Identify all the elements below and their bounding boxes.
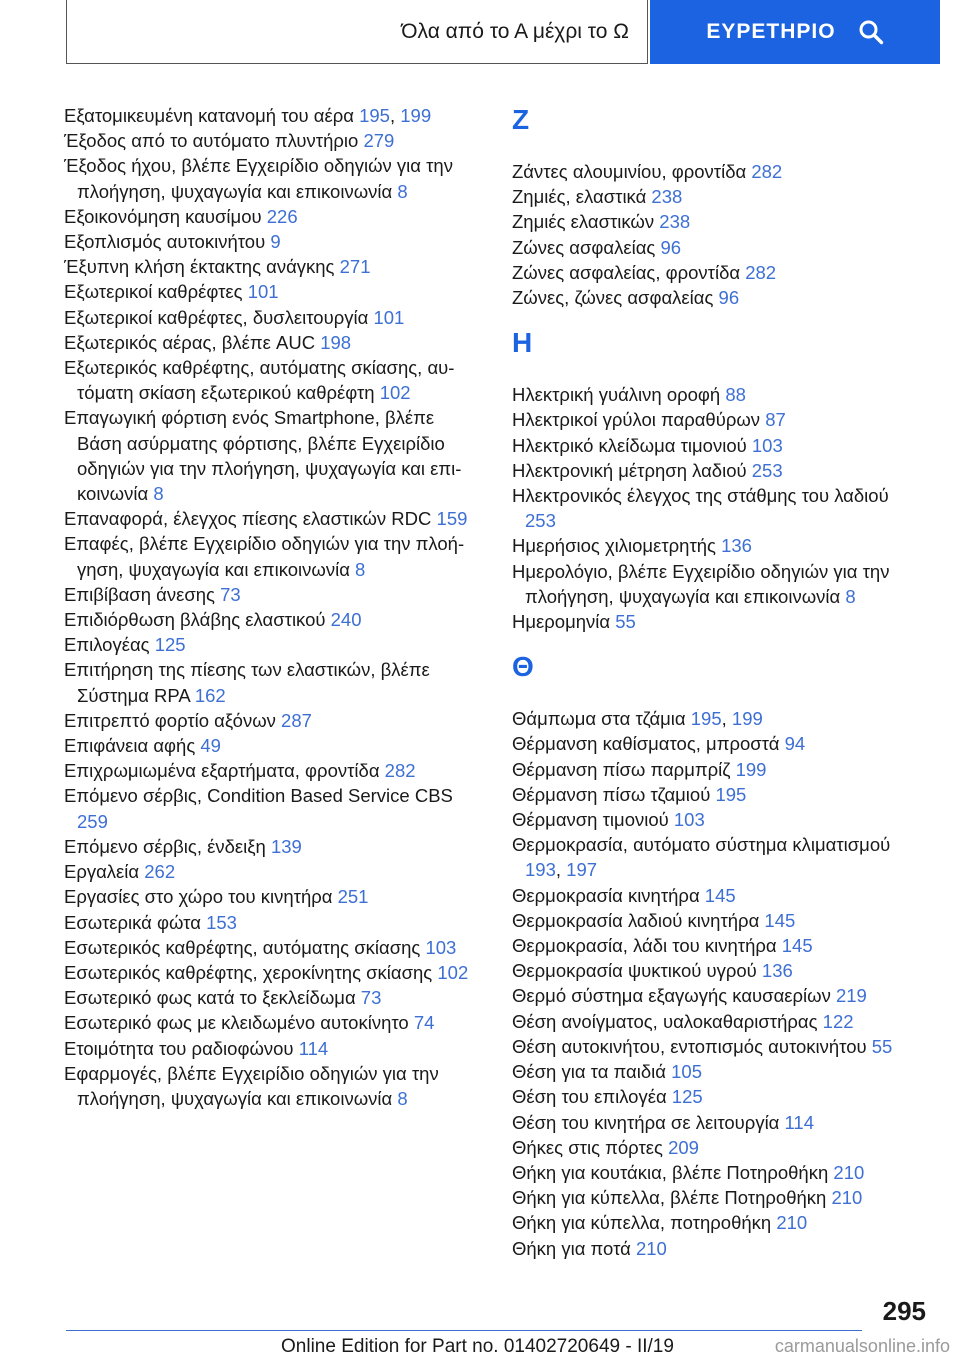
index-entry-text: Θερμοκρασία, αυτόματο σύστημα κλιματισμού bbox=[512, 834, 891, 856]
index-entry bbox=[512, 458, 924, 483]
page-link[interactable]: 55 bbox=[615, 611, 636, 633]
index-entry-text: Ηλεκτρονικός έλεγχος της στάθμης του λαδιού bbox=[512, 485, 889, 507]
page-link[interactable]: 102 bbox=[379, 382, 411, 404]
index-entry bbox=[64, 1036, 484, 1061]
index-entry-text: Εσωτερικό φως με κλειδωμένο αυτοκίνητο bbox=[64, 1012, 414, 1034]
index-entry bbox=[64, 884, 484, 909]
page-link[interactable]: 103 bbox=[673, 809, 705, 831]
page-link[interactable]: 145 bbox=[704, 884, 736, 906]
page-number: 295 bbox=[882, 1296, 926, 1326]
index-entry bbox=[512, 983, 924, 1008]
index-entry-text: Εσωτερικός καθρέφτης, χεροκίνητης σκίασης bbox=[64, 961, 438, 983]
index-entry bbox=[512, 782, 924, 807]
index-entry bbox=[64, 985, 484, 1010]
page-link[interactable]: 162 bbox=[194, 684, 226, 706]
index-entry-text: Επιτήρηση της πίεσης των ελαστικών, βλέπε Σύστημα RPA bbox=[64, 659, 430, 706]
index-entry-text: Θήκη για κύπελλα, βλέπε Ποτηροθήκη bbox=[512, 1187, 832, 1209]
index-entry bbox=[64, 632, 484, 657]
index-entry-text: Επαφές, βλέπε Εγχειρίδιο οδηγιών για την πλοήγηση, ψυχαγωγία και επικοινωνία bbox=[64, 533, 465, 580]
index-entry-text: Ηλεκτρικό κλείδωμα τιμονιού bbox=[512, 434, 752, 456]
index-entry bbox=[64, 1010, 484, 1035]
index-entry bbox=[64, 355, 484, 405]
page-link[interactable]: 219 bbox=[835, 985, 867, 1007]
page-link[interactable]: 279 bbox=[363, 130, 395, 152]
index-entry bbox=[512, 1084, 924, 1109]
index-entry-text: Ημερομηνία bbox=[512, 611, 616, 633]
index-entry-text: Ζάντες αλουμινίου, φροντίδα bbox=[512, 161, 752, 182]
index-entry bbox=[512, 1210, 924, 1235]
index-entry-text: Επιλογέας bbox=[64, 634, 155, 656]
index-entry: Θάμπωμα στα τζάμια 195, 199 bbox=[512, 708, 763, 730]
index-entry-text: Θερμό σύστημα εξαγωγής καυσαερίων bbox=[512, 985, 836, 1007]
page-link[interactable]: 262 bbox=[144, 861, 176, 883]
page-link[interactable]: 8 bbox=[153, 483, 164, 505]
index-entry bbox=[64, 910, 484, 935]
index-entry bbox=[512, 1034, 924, 1059]
page-link[interactable]: 145 bbox=[764, 909, 796, 931]
index-entry-text: Εξωτερικοί καθρέφτες, δυσλειτουργία bbox=[64, 306, 374, 328]
page-link[interactable]: 136 bbox=[721, 535, 752, 557]
index-entry-text: Επιχρωμιωμένα εξαρτήματα, φροντίδα bbox=[64, 760, 385, 782]
index-entry-text: Θέρμανση πίσω παρμπρίζ bbox=[512, 758, 736, 780]
index-entry-text: Ηλεκτρονική μέτρηση λαδιού bbox=[512, 459, 752, 481]
index-entry bbox=[64, 279, 484, 304]
section-letter: Θ bbox=[512, 651, 534, 683]
index-entry-text: Εσωτερικά φώτα bbox=[64, 911, 207, 933]
footer bbox=[0, 1332, 960, 1362]
page-link[interactable]: 102 bbox=[437, 961, 469, 983]
page-link[interactable]: 282 bbox=[751, 161, 783, 182]
section-gap bbox=[512, 310, 924, 326]
index-entry bbox=[512, 1110, 924, 1135]
index-entry-text: Εσωτερικό φως κατά το ξεκλείδωμα bbox=[64, 987, 361, 1009]
page-link[interactable]: 210 bbox=[635, 1237, 667, 1259]
index-entry bbox=[512, 1135, 924, 1160]
index-entry bbox=[512, 159, 924, 184]
index-entry-text: Έξοδος από το αυτόματο πλυντήριο bbox=[64, 130, 364, 152]
footer-divider bbox=[66, 1330, 862, 1331]
section-gap bbox=[512, 634, 924, 650]
index-entry-text: Επόμενο σέρβις, Condition Based Service CBS bbox=[64, 785, 453, 807]
index-entry bbox=[64, 758, 484, 783]
page-link[interactable]: 253 bbox=[525, 510, 556, 532]
index-entry-text: Ημερήσιος χιλιομετρητής bbox=[512, 535, 722, 557]
index-entry-text: Εξωτερικός καθρέφτης, αυτόματης σκίασης, αυτόματη σκίαση εξωτερικού καθρέφτη bbox=[64, 357, 455, 404]
index-entry bbox=[64, 733, 484, 758]
header bbox=[0, 0, 960, 66]
index-entry-text: Θήκη για κουτάκια, βλέπε Ποτηροθήκη bbox=[512, 1161, 834, 1183]
index-entry bbox=[64, 330, 484, 355]
alpha-index-tab-label: Όλα από το Α μέχρι το Ω bbox=[401, 19, 629, 43]
index-entry bbox=[512, 260, 924, 285]
index-entry bbox=[512, 807, 924, 832]
index-entry bbox=[512, 908, 924, 933]
index-entry bbox=[64, 204, 484, 229]
index-entry-text: Ζημιές ελαστικών bbox=[512, 211, 660, 233]
index-entry-text: Εξωτερικοί καθρέφτες bbox=[64, 281, 248, 303]
index-entry bbox=[512, 235, 924, 260]
index-entry-text: Επαγωγική φόρτιση ενός Smartphone, βλέπε Βάση ασύρματης φόρτισης, βλέπε Εγχειρίδιο οδηγιών για την πλοήγηση, ψυχαγωγία και επικοινωνία bbox=[64, 407, 462, 505]
page-link[interactable]: 199 bbox=[731, 708, 763, 730]
index-entry-text: Εργασίες στο χώρο του κινητήρα bbox=[64, 886, 338, 908]
page-link[interactable]: 125 bbox=[671, 1086, 703, 1108]
index-entry bbox=[512, 958, 924, 983]
index-entry-text: Εξατομικευμένη κατανομή του αέρα bbox=[64, 105, 360, 126]
index-entry-text: Εξοπλισμός αυτοκινήτου bbox=[64, 231, 271, 253]
page-link[interactable]: 195 bbox=[715, 783, 747, 805]
index-entry bbox=[64, 1061, 484, 1111]
page-link[interactable]: 199 bbox=[400, 105, 432, 126]
index-entry-text: Ζημιές, ελαστικά bbox=[512, 186, 652, 208]
page-link[interactable]: 226 bbox=[266, 205, 298, 227]
page-link[interactable]: 210 bbox=[831, 1187, 863, 1209]
index-entry bbox=[512, 1236, 924, 1261]
index-entry-text: Θέρμανση πίσω τζαμιού bbox=[512, 783, 716, 805]
index-entry-text: Επόμενο σέρβις, ένδειξη bbox=[64, 835, 271, 857]
page-link[interactable]: 103 bbox=[751, 434, 783, 456]
page-link[interactable]: 240 bbox=[330, 609, 362, 631]
page-link[interactable]: 101 bbox=[373, 306, 405, 328]
page-link[interactable]: 238 bbox=[659, 211, 691, 233]
index-entry-text: Θέση του επιλογέα bbox=[512, 1086, 672, 1108]
index-entry-text: Επαναφορά, έλεγχος πίεσης ελαστικών RDC bbox=[64, 508, 437, 530]
page-link[interactable]: 114 bbox=[298, 1037, 329, 1059]
page-link[interactable]: 8 bbox=[397, 1087, 408, 1109]
page-link[interactable]: 195 bbox=[359, 105, 390, 126]
page-link[interactable]: 8 bbox=[845, 585, 856, 607]
index-entry bbox=[512, 407, 924, 432]
page-link[interactable]: 74 bbox=[413, 1012, 435, 1034]
page-link[interactable]: 199 bbox=[735, 758, 767, 780]
index-entry bbox=[512, 533, 924, 558]
index-entry bbox=[512, 382, 924, 407]
index-entry-text: Ηλεκτρική γυάλινη οροφή bbox=[512, 384, 726, 406]
index-entry bbox=[512, 609, 924, 634]
page-link[interactable]: 8 bbox=[355, 558, 366, 580]
index-entry-text: Επιφάνεια αφής bbox=[64, 735, 201, 757]
index-entry-text: Θάμπωμα στα τζάμια bbox=[512, 708, 691, 730]
index-entry bbox=[64, 405, 484, 506]
index-entry-text: Εξωτερικός αέρας, βλέπε AUC bbox=[64, 331, 321, 353]
index-entry-text: Θερμοκρασία κινητήρα bbox=[512, 884, 705, 906]
index-entry bbox=[64, 254, 484, 279]
index-entry-text: Ζώνες ασφαλείας bbox=[512, 236, 661, 258]
index-entry-text: Ηλεκτρικοί γρύλοι παραθύρων bbox=[512, 409, 766, 431]
page-link[interactable]: 197 bbox=[566, 859, 598, 881]
page-link[interactable]: 73 bbox=[220, 583, 241, 605]
section-letter: H bbox=[512, 327, 533, 359]
index-entry bbox=[512, 1009, 924, 1034]
index-entry bbox=[64, 506, 484, 531]
page-link[interactable]: 271 bbox=[339, 256, 371, 278]
index-entry bbox=[512, 731, 924, 756]
index-entry-text: Θέρμανση καθίσματος, μπροστά bbox=[512, 733, 785, 755]
index-entry-text: Επιβίβαση άνεσης bbox=[64, 583, 221, 605]
index-entry bbox=[512, 483, 924, 533]
index-entry bbox=[512, 883, 924, 908]
page-link[interactable]: 209 bbox=[668, 1136, 699, 1158]
page-link[interactable]: 259 bbox=[77, 810, 108, 832]
index-entry-text: Έξυπνη κλήση έκτακτης ανάγκης bbox=[64, 256, 340, 278]
page-link[interactable]: 282 bbox=[745, 261, 777, 283]
page-link[interactable]: 105 bbox=[671, 1061, 702, 1083]
page-link[interactable]: 253 bbox=[751, 459, 783, 481]
section-letter: Z bbox=[512, 104, 530, 135]
page-link[interactable]: 101 bbox=[247, 281, 279, 303]
index-entry-text: Εφαρμογές, βλέπε Εγχειρίδιο οδηγιών για την πλοήγηση, ψυχαγωγία και επικοινωνία bbox=[64, 1062, 439, 1109]
index-entry-text: Θέση αυτοκινήτου, εντοπισμός αυτοκινήτου bbox=[512, 1035, 872, 1057]
page-link[interactable]: 8 bbox=[397, 180, 408, 202]
index-entry bbox=[64, 531, 484, 581]
search-icon[interactable] bbox=[858, 19, 884, 45]
footer-logo: carmanualsonline.info bbox=[774, 1336, 950, 1356]
index-entry-text: Ζώνες ασφαλείας, φροντίδα bbox=[512, 261, 746, 283]
page-link[interactable]: 287 bbox=[281, 709, 312, 731]
page-link[interactable]: 94 bbox=[784, 733, 806, 755]
index-entry-text: Ετοιμότητα του ραδιοφώνου bbox=[64, 1037, 299, 1059]
footer-edition: Online Edition for Part no. 01402720649 - II/19 bbox=[281, 1336, 674, 1357]
page-link[interactable]: 125 bbox=[154, 634, 186, 656]
index-entry bbox=[512, 285, 924, 310]
page-link[interactable]: 193 bbox=[525, 859, 556, 881]
index-entry-text: Ημερολόγιο, βλέπε Εγχειρίδιο οδηγιών για την πλοήγηση, ψυχαγωγία και επικοινωνία bbox=[512, 560, 890, 607]
page-link[interactable]: 153 bbox=[206, 911, 237, 933]
index-entry bbox=[512, 433, 924, 458]
index-entry-text: Ζώνες, ζώνες ασφαλείας bbox=[512, 287, 719, 309]
index-entry bbox=[512, 933, 924, 958]
page-link[interactable]: 238 bbox=[651, 186, 683, 208]
page-link[interactable]: 210 bbox=[776, 1212, 808, 1234]
index-entry bbox=[64, 153, 484, 203]
index-entry-text: Έξοδος ήχου, βλέπε Εγχειρίδιο οδηγιών για την πλοήγηση, ψυχαγωγία και επικοινωνία bbox=[64, 155, 453, 202]
index-entry bbox=[512, 184, 924, 209]
index-entry bbox=[64, 128, 484, 153]
index-entry bbox=[64, 657, 484, 707]
page-link[interactable]: 251 bbox=[337, 886, 369, 908]
index-entry bbox=[64, 935, 484, 960]
page-link[interactable]: 139 bbox=[270, 835, 302, 857]
index-entry: Εξατομικευμένη κατανομή του αέρα 195, 199 bbox=[64, 105, 432, 126]
index-entry-text: Θέση ανοίγματος, υαλοκαθαριστήρας bbox=[512, 1010, 823, 1032]
index-entry-text: Θέση του κινητήρα σε λειτουργία bbox=[512, 1111, 785, 1133]
page-link[interactable]: 198 bbox=[320, 331, 352, 353]
index-entry-text: Θέρμανση τιμονιού bbox=[512, 809, 674, 831]
left-index-column bbox=[64, 103, 484, 1111]
page-link[interactable]: 122 bbox=[822, 1010, 854, 1032]
index-entry bbox=[64, 859, 484, 884]
index-entry bbox=[64, 708, 484, 733]
index-entry bbox=[512, 209, 924, 234]
index-entry-text: Θήκη για κύπελλα, ποτηροθήκη bbox=[512, 1212, 777, 1234]
page-link[interactable]: 195 bbox=[690, 708, 722, 730]
index-entry bbox=[512, 559, 924, 609]
index-entry bbox=[512, 757, 924, 782]
page-link[interactable]: 49 bbox=[200, 735, 221, 757]
index-entry bbox=[64, 783, 484, 833]
index-entry-text: Θερμοκρασία λαδιού κινητήρα bbox=[512, 909, 765, 931]
index-entry bbox=[64, 960, 484, 985]
page-link[interactable]: 145 bbox=[781, 935, 813, 957]
index-entry-text: Θήκη για ποτά bbox=[512, 1237, 636, 1259]
index-tab-label: ΕΥΡΕΤΗΡΙΟ bbox=[706, 20, 836, 43]
page-link[interactable]: 96 bbox=[718, 287, 740, 309]
alpha-index-tab[interactable] bbox=[66, 0, 648, 64]
page-link[interactable]: 73 bbox=[360, 987, 382, 1009]
page-link[interactable]: 114 bbox=[784, 1111, 815, 1133]
index-entry bbox=[64, 229, 484, 254]
page-link[interactable]: 103 bbox=[425, 936, 457, 958]
page-link[interactable]: 282 bbox=[384, 760, 416, 782]
index-entry-text: Εργαλεία bbox=[64, 861, 145, 883]
index-entry bbox=[64, 834, 484, 859]
index-entry bbox=[64, 607, 484, 632]
index-entry: Θερμοκρασία, αυτόματο σύστημα κλιματισμού 193, 197 bbox=[512, 834, 891, 881]
page-link[interactable]: 9 bbox=[270, 231, 281, 253]
index-entry-text: Θερμοκρασία ψυκτικού υγρού bbox=[512, 960, 762, 982]
page-link[interactable]: 96 bbox=[660, 236, 682, 258]
right-index-column bbox=[512, 103, 924, 1261]
index-entry bbox=[64, 305, 484, 330]
index-entry-text: Επιτρεπτό φορτίο αξόνων bbox=[64, 709, 282, 731]
index-entry bbox=[512, 1059, 924, 1084]
index-entry bbox=[512, 1160, 924, 1185]
page-link[interactable]: 136 bbox=[761, 960, 793, 982]
index-entry bbox=[64, 582, 484, 607]
page-link[interactable]: 87 bbox=[765, 409, 786, 431]
page-link[interactable]: 159 bbox=[436, 508, 468, 530]
page-link[interactable]: 88 bbox=[725, 384, 746, 406]
index-entry-text: Εξοικονόμηση καυσίμου bbox=[64, 205, 267, 227]
index-entry-text: Επιδιόρθωση βλάβης ελαστικού bbox=[64, 609, 331, 631]
index-entry bbox=[512, 1185, 924, 1210]
index-entry-text: Θήκες στις πόρτες bbox=[512, 1136, 669, 1158]
page-link[interactable]: 210 bbox=[833, 1161, 865, 1183]
index-entry-text: Θέση για τα παιδιά bbox=[512, 1061, 672, 1083]
index-tab[interactable] bbox=[650, 0, 940, 64]
page-link[interactable]: 55 bbox=[871, 1035, 893, 1057]
index-entry-text: Εσωτερικός καθρέφτης, αυτόματης σκίασης bbox=[64, 936, 426, 958]
index-entry-text: Θερμοκρασία, λάδι του κινητήρα bbox=[512, 935, 782, 957]
